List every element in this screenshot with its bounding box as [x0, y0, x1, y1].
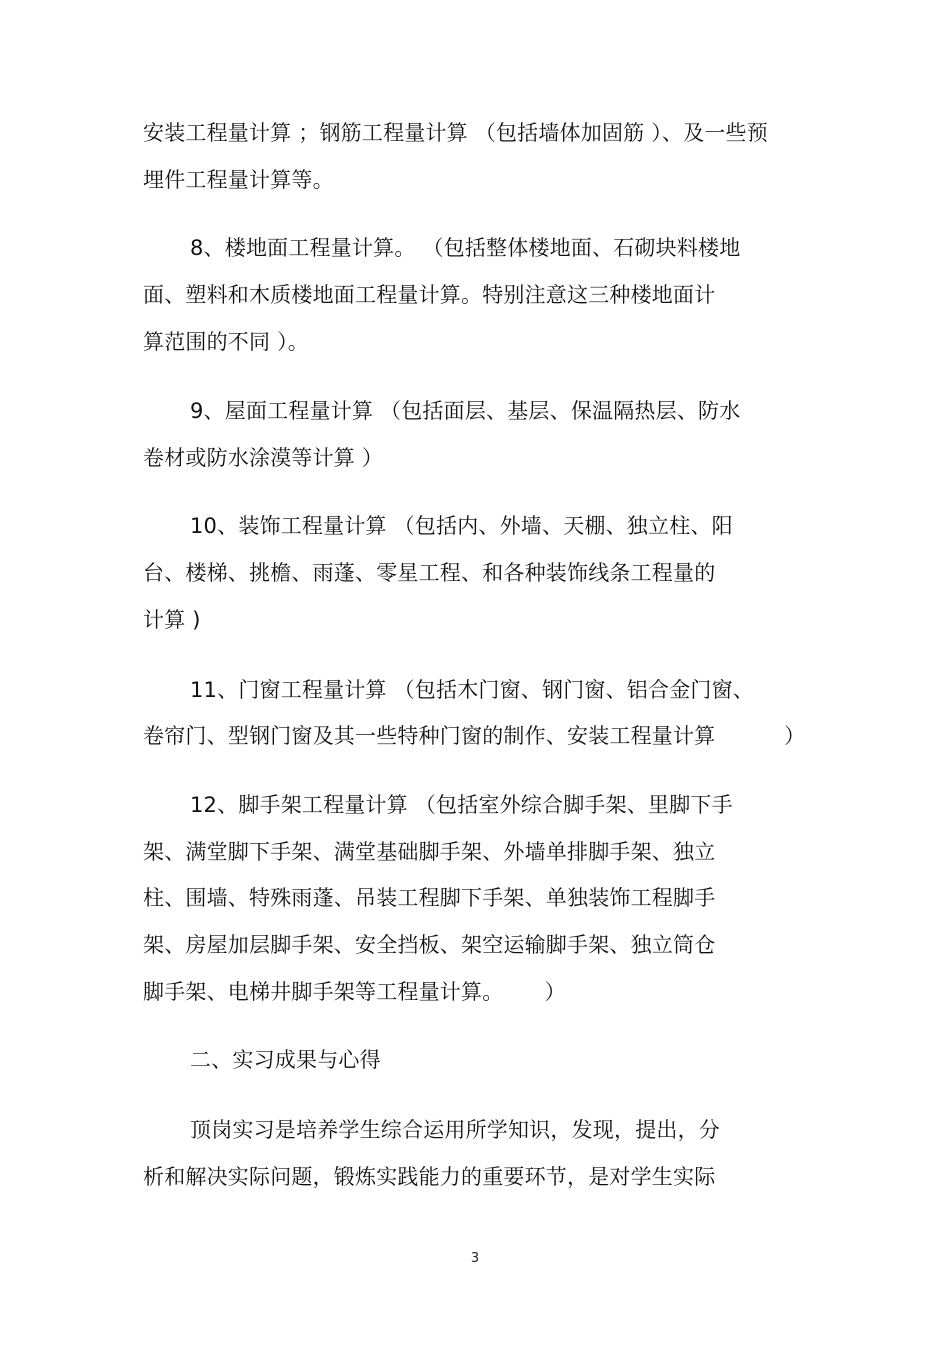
text-line-17: 脚手架、电梯井脚手架等工程量计算。 ）	[143, 980, 566, 1004]
page-number: 3	[470, 1251, 480, 1266]
text-line-6: 9、屋面工程量计算 （包括面层、基层、保温隔热层、防水	[190, 399, 741, 423]
text-line-9: 台、楼梯、挑檐、雨蓬、零星工程、和各种装饰线条工程量的	[143, 561, 716, 585]
text-line-19: 顶岗实习是培养学生综合运用所学知识，发现，提出，分	[190, 1118, 720, 1142]
text-line-3: 8、楼地面工程量计算。 （包括整体楼地面、石砌块料楼地	[190, 236, 741, 260]
text-line-12: 卷帘门、型钢门窗及其一些特种门窗的制作、安装工程量计算 ）	[143, 724, 806, 748]
text-line-10: 计算 )	[143, 608, 201, 632]
text-line-7: 卷材或防水涂漠等计算 ）	[143, 446, 384, 470]
text-line-1: 安装工程量计算 ；钢筋工程量计算 （包括墙体加固筋 ）、及一些预	[143, 121, 768, 145]
text-line-14: 架、满堂脚下手架、满堂基础脚手架、外墙单排脚手架、独立	[143, 840, 716, 864]
text-line-4: 面、塑料和木质楼地面工程量计算。特别注意这三种楼地面计	[143, 283, 716, 307]
section-heading: 二、实习成果与心得	[190, 1048, 381, 1072]
text-line-15: 柱、围墙、特殊雨蓬、吊装工程脚下手架、单独装饰工程脚手	[143, 886, 716, 910]
text-line-13: 12、脚手架工程量计算 （包括室外综合脚手架、里脚下手	[190, 793, 733, 817]
text-line-20: 析和解决实际问题，锻炼实践能力的重要环节，是对学生实际	[143, 1165, 716, 1189]
text-line-5: 算范围的不同 ）。	[143, 330, 309, 354]
text-line-11: 11、门窗工程量计算 （包括木门窗、钢门窗、铝合金门窗、	[190, 678, 754, 702]
text-line-16: 架、房屋加层脚手架、安全挡板、架空运输脚手架、独立筒仓	[143, 933, 716, 957]
text-line-2: 埋件工程量计算等。	[143, 168, 334, 192]
text-line-8: 10、装饰工程量计算 （包括内、外墙、天棚、独立柱、阳	[190, 514, 733, 538]
